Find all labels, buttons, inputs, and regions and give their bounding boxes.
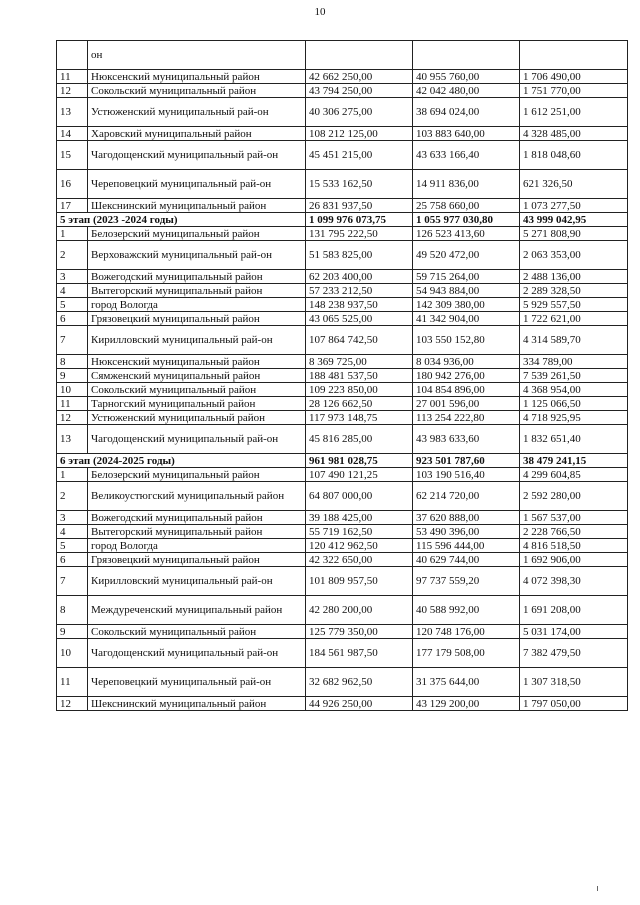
table-row <box>57 141 628 170</box>
regional-amount: 14 911 836,00 <box>413 170 520 199</box>
district-name: Шекснинский муниципальный район <box>88 199 306 213</box>
total-amount: 125 779 350,00 <box>306 625 413 639</box>
total-amount: 108 212 125,00 <box>306 127 413 141</box>
local-amount: 43 999 042,95 <box>520 213 628 227</box>
district-name: Грязовецкий муниципальный район <box>88 312 306 326</box>
regional-amount: 37 620 888,00 <box>413 511 520 525</box>
table-row <box>57 539 628 553</box>
local-amount: 38 479 241,15 <box>520 454 628 468</box>
row-number: 15 <box>57 141 88 170</box>
row-number: 4 <box>57 525 88 539</box>
total-amount: 1 099 976 073,75 <box>306 213 413 227</box>
total-amount: 188 481 537,50 <box>306 369 413 383</box>
district-name: Белозерский муниципальный район <box>88 227 306 241</box>
district-name: Кирилловский муниципальный рай-он <box>88 567 306 596</box>
total-amount: 15 533 162,50 <box>306 170 413 199</box>
district-name: Устюженский муниципальный район <box>88 411 306 425</box>
local-amount: 1 307 318,50 <box>520 668 628 697</box>
district-name: Череповецкий муниципальный рай-он <box>88 170 306 199</box>
total-amount <box>306 41 413 70</box>
district-name: Вожегодский муниципальный район <box>88 511 306 525</box>
local-amount: 2 228 766,50 <box>520 525 628 539</box>
total-amount: 44 926 250,00 <box>306 697 413 711</box>
table-row <box>57 70 628 84</box>
row-number: 3 <box>57 511 88 525</box>
local-amount: 4 072 398,30 <box>520 567 628 596</box>
regional-amount: 923 501 787,60 <box>413 454 520 468</box>
district-name: Нюксенский муниципальный район <box>88 355 306 369</box>
table-row <box>57 284 628 298</box>
total-amount: 184 561 987,50 <box>306 639 413 668</box>
row-number: 7 <box>57 567 88 596</box>
total-amount: 40 306 275,00 <box>306 98 413 127</box>
table-row <box>57 355 628 369</box>
total-amount: 961 981 028,75 <box>306 454 413 468</box>
row-number: 14 <box>57 127 88 141</box>
table-row <box>57 425 628 454</box>
regional-amount: 42 042 480,00 <box>413 84 520 98</box>
local-amount: 1 073 277,50 <box>520 199 628 213</box>
regional-amount: 120 748 176,00 <box>413 625 520 639</box>
stage-row <box>57 454 628 468</box>
total-amount: 51 583 825,00 <box>306 241 413 270</box>
local-amount: 5 031 174,00 <box>520 625 628 639</box>
district-name: город Вологда <box>88 298 306 312</box>
local-amount: 1 832 651,40 <box>520 425 628 454</box>
total-amount: 64 807 000,00 <box>306 482 413 511</box>
regional-amount: 97 737 559,20 <box>413 567 520 596</box>
district-name: Череповецкий муниципальный рай-он <box>88 668 306 697</box>
total-amount: 43 794 250,00 <box>306 84 413 98</box>
local-amount: 1 818 048,60 <box>520 141 628 170</box>
row-number: 13 <box>57 425 88 454</box>
row-number: 8 <box>57 596 88 625</box>
total-amount: 28 126 662,50 <box>306 397 413 411</box>
table-row <box>57 511 628 525</box>
total-amount: 26 831 937,50 <box>306 199 413 213</box>
regional-amount: 8 034 936,00 <box>413 355 520 369</box>
district-name: Шекснинский муниципальный район <box>88 697 306 711</box>
district-name: Чагодощенский муниципальный рай-он <box>88 639 306 668</box>
local-amount: 1 751 770,00 <box>520 84 628 98</box>
table-row <box>57 525 628 539</box>
funding-table <box>56 40 628 711</box>
row-number: 10 <box>57 383 88 397</box>
total-amount: 117 973 148,75 <box>306 411 413 425</box>
stage-row <box>57 213 628 227</box>
stage-label: 5 этап (2023 -2024 годы) <box>57 213 306 227</box>
local-amount: 5 929 557,50 <box>520 298 628 312</box>
table-row <box>57 639 628 668</box>
local-amount: 5 271 808,90 <box>520 227 628 241</box>
row-number: 13 <box>57 98 88 127</box>
row-number: 1 <box>57 468 88 482</box>
regional-amount: 41 342 904,00 <box>413 312 520 326</box>
regional-amount: 103 550 152,80 <box>413 326 520 355</box>
total-amount: 32 682 962,50 <box>306 668 413 697</box>
local-amount: 4 718 925,95 <box>520 411 628 425</box>
table-row <box>57 199 628 213</box>
table-row <box>57 127 628 141</box>
table-row <box>57 227 628 241</box>
local-amount: 1 722 621,00 <box>520 312 628 326</box>
stage-label: 6 этап (2024-2025 годы) <box>57 454 306 468</box>
district-name: он <box>88 41 306 70</box>
scan-mark <box>597 886 598 891</box>
regional-amount: 104 854 896,00 <box>413 383 520 397</box>
regional-amount: 43 633 166,40 <box>413 141 520 170</box>
total-amount: 101 809 957,50 <box>306 567 413 596</box>
table-row <box>57 697 628 711</box>
row-number: 12 <box>57 84 88 98</box>
district-name: Вытегорский муниципальный район <box>88 284 306 298</box>
regional-amount: 43 129 200,00 <box>413 697 520 711</box>
regional-amount: 43 983 633,60 <box>413 425 520 454</box>
district-name: Сокольский муниципальный район <box>88 383 306 397</box>
row-number: 6 <box>57 553 88 567</box>
row-number: 6 <box>57 312 88 326</box>
table-row <box>57 383 628 397</box>
regional-amount: 177 179 508,00 <box>413 639 520 668</box>
district-name: Кирилловский муниципальный рай-он <box>88 326 306 355</box>
regional-amount: 54 943 884,00 <box>413 284 520 298</box>
district-name: Великоустюгский муниципальный район <box>88 482 306 511</box>
regional-amount: 115 596 444,00 <box>413 539 520 553</box>
table-row <box>57 411 628 425</box>
table-row <box>57 596 628 625</box>
page-number: 10 <box>314 6 326 18</box>
local-amount: 1 567 537,00 <box>520 511 628 525</box>
district-name: Междуреченский муниципальный район <box>88 596 306 625</box>
regional-amount: 59 715 264,00 <box>413 270 520 284</box>
total-amount: 42 662 250,00 <box>306 70 413 84</box>
row-number: 7 <box>57 326 88 355</box>
row-number: 1 <box>57 227 88 241</box>
table-row <box>57 298 628 312</box>
regional-amount: 113 254 222,80 <box>413 411 520 425</box>
regional-amount: 103 190 516,40 <box>413 468 520 482</box>
row-number: 17 <box>57 199 88 213</box>
table-row <box>57 625 628 639</box>
regional-amount: 40 588 992,00 <box>413 596 520 625</box>
total-amount: 120 412 962,50 <box>306 539 413 553</box>
local-amount: 4 328 485,00 <box>520 127 628 141</box>
regional-amount: 38 694 024,00 <box>413 98 520 127</box>
total-amount: 42 322 650,00 <box>306 553 413 567</box>
local-amount: 2 488 136,00 <box>520 270 628 284</box>
row-number: 10 <box>57 639 88 668</box>
district-name: Чагодощенский муниципальный рай-он <box>88 141 306 170</box>
row-number: 2 <box>57 241 88 270</box>
total-amount: 45 451 215,00 <box>306 141 413 170</box>
district-name: Грязовецкий муниципальный район <box>88 553 306 567</box>
total-amount: 107 490 121,25 <box>306 468 413 482</box>
funding-table-body <box>57 41 628 711</box>
local-amount: 1 692 906,00 <box>520 553 628 567</box>
local-amount: 2 063 353,00 <box>520 241 628 270</box>
table-row <box>57 369 628 383</box>
regional-amount: 40 955 760,00 <box>413 70 520 84</box>
local-amount: 7 382 479,50 <box>520 639 628 668</box>
row-number: 9 <box>57 369 88 383</box>
district-name: Устюженский муниципальный рай-он <box>88 98 306 127</box>
regional-amount: 53 490 396,00 <box>413 525 520 539</box>
row-number: 12 <box>57 411 88 425</box>
total-amount: 8 369 725,00 <box>306 355 413 369</box>
table-row <box>57 98 628 127</box>
row-number: 11 <box>57 668 88 697</box>
table-row <box>57 567 628 596</box>
local-amount: 4 299 604,85 <box>520 468 628 482</box>
total-amount: 42 280 200,00 <box>306 596 413 625</box>
row-number: 16 <box>57 170 88 199</box>
table-row <box>57 468 628 482</box>
row-number: 4 <box>57 284 88 298</box>
total-amount: 109 223 850,00 <box>306 383 413 397</box>
row-number: 9 <box>57 625 88 639</box>
district-name: Тарногский муниципальный район <box>88 397 306 411</box>
row-number: 11 <box>57 70 88 84</box>
total-amount: 148 238 937,50 <box>306 298 413 312</box>
total-amount: 43 065 525,00 <box>306 312 413 326</box>
regional-amount: 40 629 744,00 <box>413 553 520 567</box>
local-amount: 7 539 261,50 <box>520 369 628 383</box>
table-row <box>57 482 628 511</box>
total-amount: 107 864 742,50 <box>306 326 413 355</box>
table-row <box>57 553 628 567</box>
table-row <box>57 270 628 284</box>
row-number <box>57 41 88 70</box>
total-amount: 57 233 212,50 <box>306 284 413 298</box>
district-name: Сямженский муниципальный район <box>88 369 306 383</box>
local-amount: 334 789,00 <box>520 355 628 369</box>
total-amount: 39 188 425,00 <box>306 511 413 525</box>
district-name: город Вологда <box>88 539 306 553</box>
regional-amount: 31 375 644,00 <box>413 668 520 697</box>
row-number: 5 <box>57 298 88 312</box>
regional-amount: 1 055 977 030,80 <box>413 213 520 227</box>
local-amount: 2 289 328,50 <box>520 284 628 298</box>
total-amount: 131 795 222,50 <box>306 227 413 241</box>
row-number: 2 <box>57 482 88 511</box>
local-amount: 1 691 208,00 <box>520 596 628 625</box>
regional-amount: 142 309 380,00 <box>413 298 520 312</box>
local-amount <box>520 41 628 70</box>
table-row <box>57 241 628 270</box>
district-name: Вожегодский муниципальный район <box>88 270 306 284</box>
local-amount: 621 326,50 <box>520 170 628 199</box>
total-amount: 55 719 162,50 <box>306 525 413 539</box>
regional-amount: 126 523 413,60 <box>413 227 520 241</box>
district-name: Сокольский муниципальный район <box>88 84 306 98</box>
table-row <box>57 170 628 199</box>
local-amount: 4 816 518,50 <box>520 539 628 553</box>
row-number: 12 <box>57 697 88 711</box>
regional-amount <box>413 41 520 70</box>
local-amount: 1 125 066,50 <box>520 397 628 411</box>
row-number: 11 <box>57 397 88 411</box>
local-amount: 1 797 050,00 <box>520 697 628 711</box>
regional-amount: 103 883 640,00 <box>413 127 520 141</box>
local-amount: 2 592 280,00 <box>520 482 628 511</box>
table-row <box>57 668 628 697</box>
local-amount: 4 314 589,70 <box>520 326 628 355</box>
total-amount: 45 816 285,00 <box>306 425 413 454</box>
local-amount: 4 368 954,00 <box>520 383 628 397</box>
row-number: 5 <box>57 539 88 553</box>
district-name: Харовский муниципальный район <box>88 127 306 141</box>
table-row <box>57 397 628 411</box>
regional-amount: 25 758 660,00 <box>413 199 520 213</box>
table-row <box>57 312 628 326</box>
total-amount: 62 203 400,00 <box>306 270 413 284</box>
local-amount: 1 706 490,00 <box>520 70 628 84</box>
regional-amount: 62 214 720,00 <box>413 482 520 511</box>
district-name: Верховажский муниципальный рай-он <box>88 241 306 270</box>
row-number: 3 <box>57 270 88 284</box>
regional-amount: 27 001 596,00 <box>413 397 520 411</box>
regional-amount: 180 942 276,00 <box>413 369 520 383</box>
district-name: Нюксенский муниципальный район <box>88 70 306 84</box>
table-row <box>57 84 628 98</box>
local-amount: 1 612 251,00 <box>520 98 628 127</box>
district-name: Вытегорский муниципальный район <box>88 525 306 539</box>
table-row <box>57 41 628 70</box>
regional-amount: 49 520 472,00 <box>413 241 520 270</box>
row-number: 8 <box>57 355 88 369</box>
district-name: Сокольский муниципальный район <box>88 625 306 639</box>
district-name: Чагодощенский муниципальный рай-он <box>88 425 306 454</box>
table-row <box>57 326 628 355</box>
district-name: Белозерский муниципальный район <box>88 468 306 482</box>
